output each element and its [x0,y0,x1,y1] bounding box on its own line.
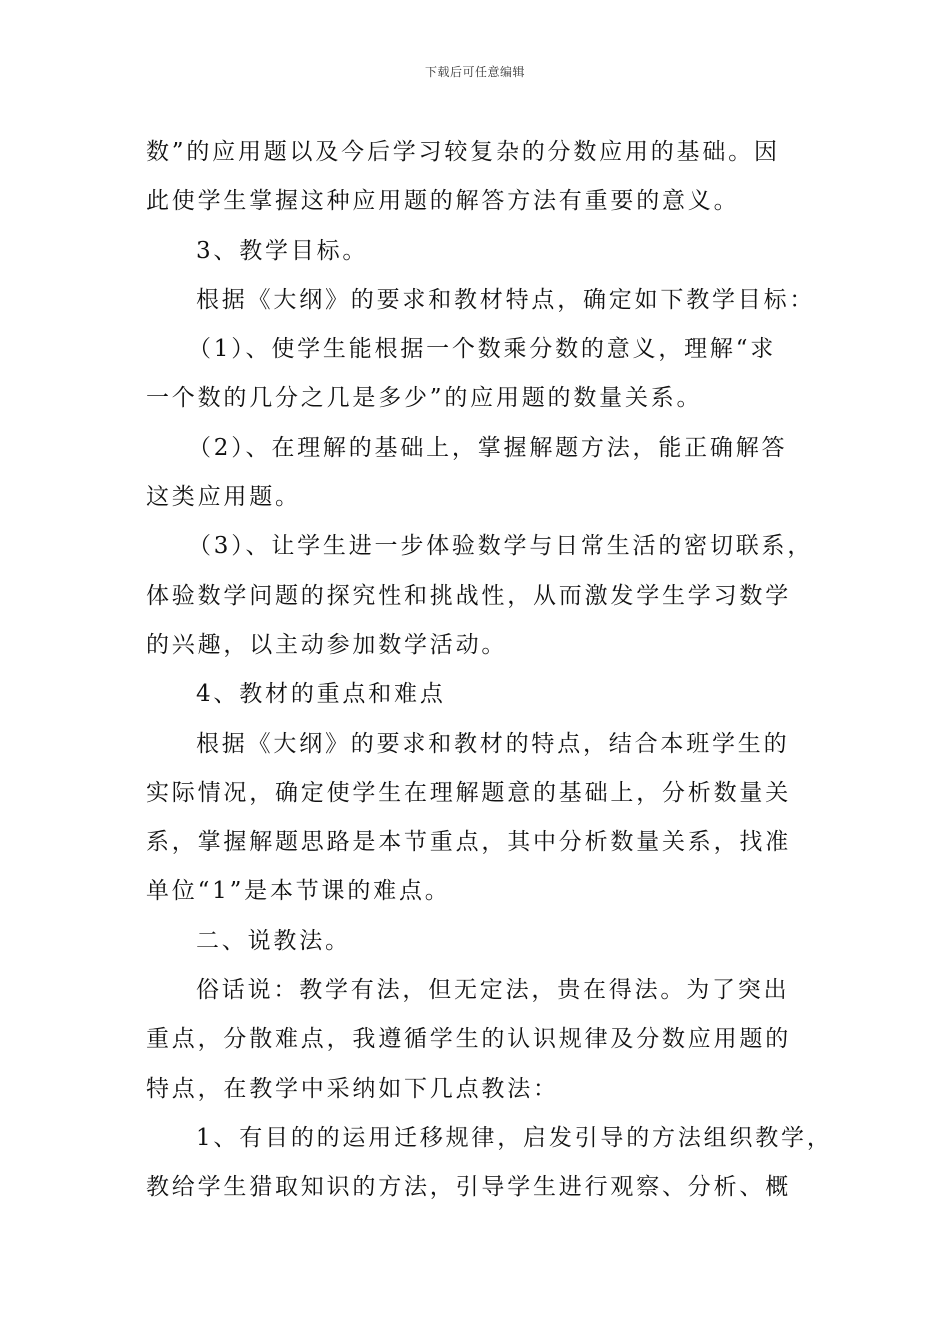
section-heading: 3、教学目标。 [196,237,369,264]
list-item: 1、有目的的运用迁移规律，启发引导的方法组织教学， [196,1124,833,1151]
text-line: 重点，分散难点，我遵循学生的认识规律及分数应用题的 [146,1026,791,1053]
text-line: 根据《大纲》的要求和教材特点，确定如下教学目标： [196,286,816,313]
text-line: 一个数的几分之几是多少”的应用题的数量关系。 [146,385,703,412]
text-line: 实际情况，确定使学生在理解题意的基础上，分析数量关 [146,779,791,806]
text-line: 的兴趣，以主动参加数学活动。 [146,631,508,658]
text-line: 系，掌握解题思路是本节重点，其中分析数量关系，找准 [146,829,791,856]
list-item: （2）、在理解的基础上，掌握解题方法，能正确解答 [188,434,788,461]
list-item: （1）、使学生能根据一个数乘分数的意义，理解“求 [188,336,777,363]
text-line: 这类应用题。 [146,484,301,511]
section-heading: 4、教材的重点和难点 [196,681,446,708]
text-line: 体验数学问题的探究性和挑战性，从而激发学生学习数学 [146,582,791,609]
text-line: 数”的应用题以及今后学习较复杂的分数应用的基础。因 [146,139,780,165]
document-body [146,128,833,1213]
text-line: 特点，在教学中采纳如下几点教法： [146,1075,559,1102]
text-line: 俗话说：教学有法，但无定法，贵在得法。为了突出 [196,977,790,1004]
text-line: 单位“1”是本节课的难点。 [146,878,451,905]
list-item: （3）、让学生进一步体验数学与日常生活的密切联系， [188,533,814,560]
text-line: 教给学生猎取知识的方法，引导学生进行观察、分析、概 [146,1174,791,1201]
text-line: 此使学生掌握这种应用题的解答方法有重要的意义。 [146,188,740,215]
text-line: 根据《大纲》的要求和教材的特点，结合本班学生的 [196,730,790,757]
section-heading: 二、说教法。 [196,927,351,954]
page-header: 下载后可任意编辑 [424,65,525,79]
